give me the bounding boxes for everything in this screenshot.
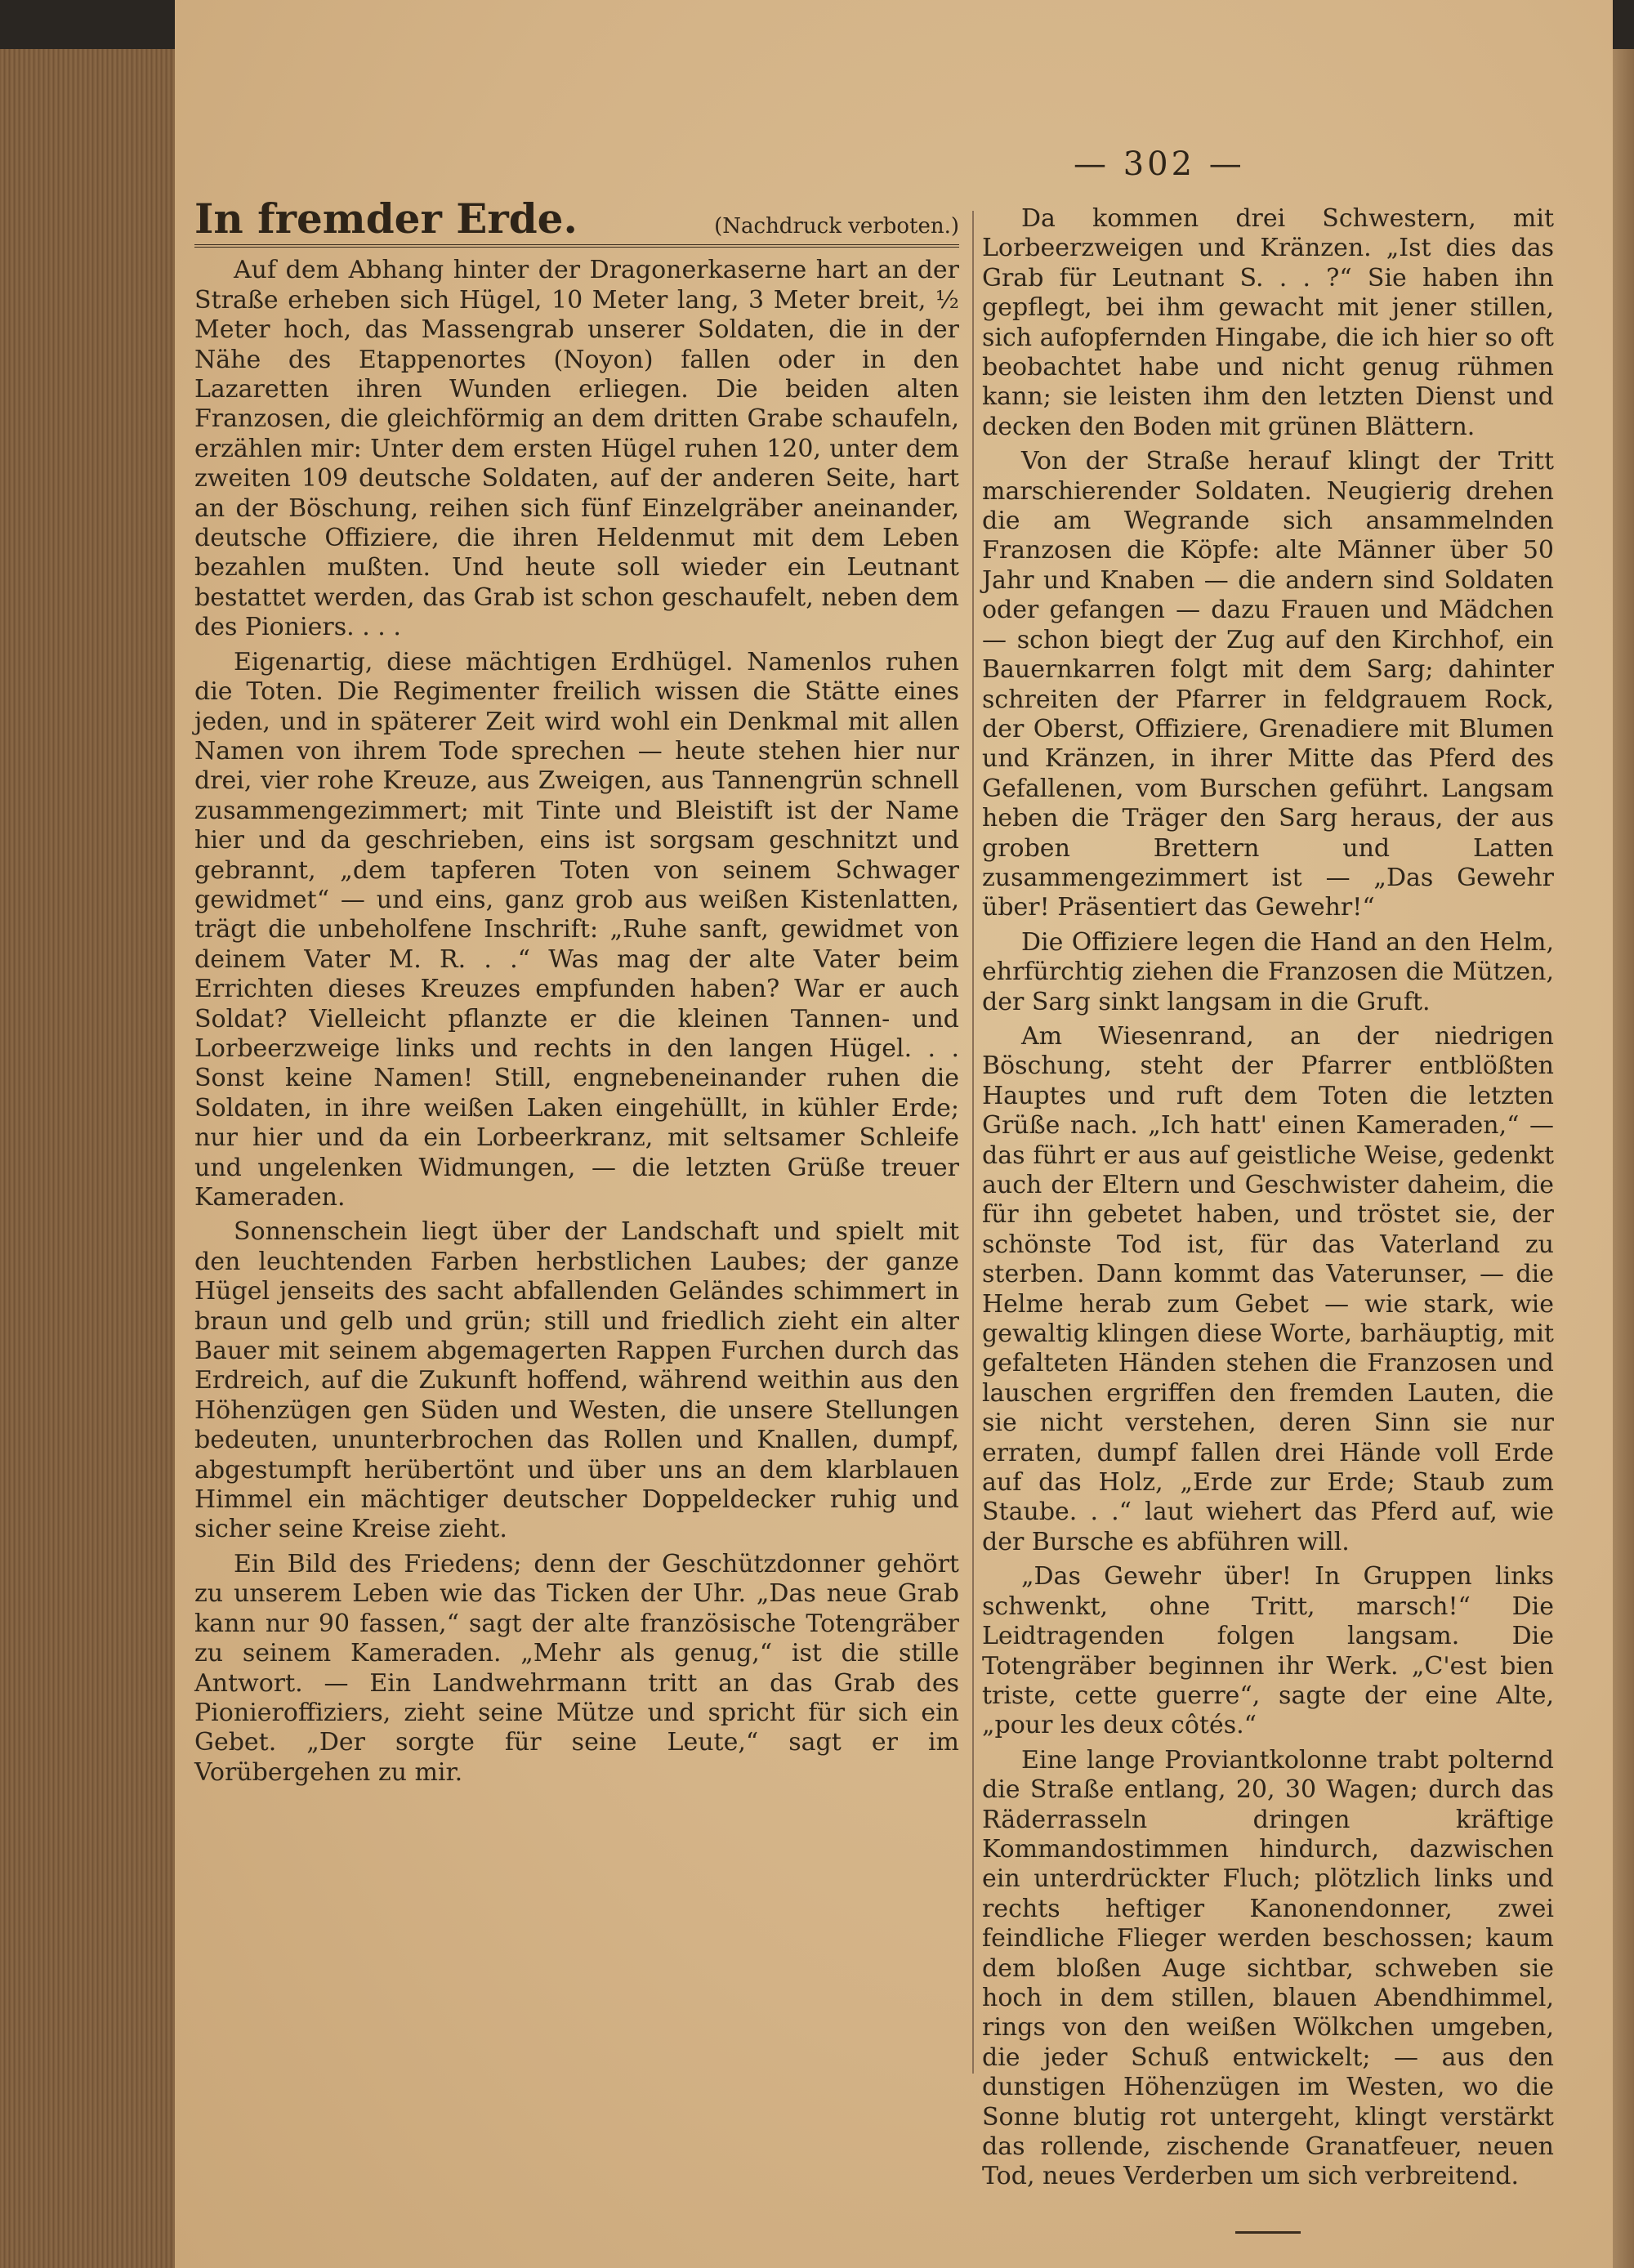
book-page-edges — [0, 49, 181, 2268]
paragraph: Von der Straße herauf klingt der Tritt marschierender Soldaten. Neugierig drehen die am Wegrande sich ansammelnden Franzosen die Köpfe: alte Männer über 50 Jahr und Knaben — die andern sind Soldaten oder gefangen — dazu Frauen und Mädchen — schon biegt der Zug auf den Kirchhof, ein Bauernkarren folgt mit dem Sarg; dahinter schreiten der Pfarrer in feldgrauem Rock, der Oberst, Offiziere, Grenadiere mit Blumen und Kränzen, in ihrer Mitte das Pferd des Gefallenen, vom Burschen geführt. Langsam heben die Träger den Sarg heraus, der aus groben Brettern und Latten zusammengezimmert ist — „Das Gewehr über! Präsentiert das Gewehr!“ — [982, 447, 1554, 922]
paragraph: Sonnenschein liegt über der Landschaft und spielt mit den leuchtenden Farben herbstlichen Laubes; der ganze Hügel jenseits des sacht abfallenden Geländes schimmert in braun und gelb und grün; still und friedlich zieht ein alter Bauer mit seinem abgemagerten Rappen Furchen durch das Erdreich, auf die Zukunft hoffend, während weithin aus den Höhenzügen gen Süden und Westen, die unsere Stellungen bedeuten, ununterbrochen das Rollen und Knallen, dumpf, abgestumpft herübertönt und über uns an dem klarblauen Himmel ein mächtiger deutscher Doppeldecker ruhig und sicher seine Kreise zieht. — [194, 1217, 959, 1544]
left-column — [194, 194, 959, 1788]
paragraph: Auf dem Abhang hinter der Dragonerkaserne hart an der Straße erheben sich Hügel, 10 Meter lang, 3 Meter breit, ½ Meter hoch, das Massengrab unserer Soldaten, die in der Nähe des Etappenortes (Noyon) fallen oder in den Lazaretten ihren Wunden erliegen. Die beiden alten Franzosen, die gleichförmig an dem dritten Grabe schaufeln, erzählen mir: Unter dem ersten Hügel ruhen 120, unter dem zweiten 109 deutsche Soldaten, auf der anderen Seite, hart an der Böschung, reihen sich fünf Einzelgräber aneinander, deutsche Offiziere, die ihren Heldenmut mit dem Leben bezahlen mußten. Und heute soll wieder ein Leutnant bestattet werden, das Grab ist schon geschaufelt, neben dem des Pioniers. . . . — [194, 256, 959, 642]
page-number: — 302 — — [1074, 145, 1245, 183]
end-rule — [1235, 2231, 1301, 2234]
column-divider — [972, 211, 974, 2074]
paragraph: Eigenartig, diese mächtigen Erdhügel. Namenlos ruhen die Toten. Die Regimenter freilich wissen die Stätte eines jeden, und in späterer Zeit wird wohl ein Denkmal mit allen Namen von ihrem Tode sprechen — heute stehen hier nur drei, vier rohe Kreuze, aus Zweigen, aus Tannengrün schnell zusammengezimmert; mit Tinte und Bleistift ist der Name hier und da geschrieben, eins ist sorgsam geschnitzt und gebrannt, „dem tapferen Toten von seinem Schwager gewidmet“ — und eins, ganz grob aus weißen Kistenlatten, trägt die unbeholfene Inschrift: „Ruhe sanft, gewidmet von deinem Vater M. R. . .“ Was mag der alte Vater beim Errichten dieses Kreuzes empfunden haben? War er auch Soldat? Vielleicht pflanzte er die kleinen Tannen- und Lorbeerzweige links und rechts in den langen Hügel. . . Sonst keine Namen! Still, engnebeneinander ruhen die Soldaten, in ihre weißen Laken eingehüllt, in kühler Erde; nur hier und da ein Lorbeerkranz, mit seltsamer Schleife und ungelenken Widmungen, — die letzten Grüße treuer Kameraden. — [194, 647, 959, 1212]
right-column — [982, 204, 1554, 2234]
paragraph: Da kommen drei Schwestern, mit Lorbeerzweigen und Kränzen. „Ist dies das Grab für Leutnant S. . . ?“ Sie haben ihn gepflegt, bei ihm gewacht mit jener stillen, sich aufopfernden Hingabe, die ich hier so oft beobachtet habe und nicht genug rühmen kann; sie leisten ihm den letzten Dienst und decken den Boden mit grünen Blättern. — [982, 204, 1554, 441]
article-header — [194, 194, 959, 248]
paragraph: Ein Bild des Friedens; denn der Geschützdonner gehört zu unserem Leben wie das Ticken der Uhr. „Das neue Grab kann nur 90 fassen,“ sagt der alte französische Totengräber zu seinem Kameraden. „Mehr als genug,“ ist die stille Antwort. — Ein Landwehrmann tritt an das Grab des Pionieroffiziers, zieht seine Mütze und spricht für sich ein Gebet. „Der sorgte für seine Leute,“ sagt er im Vorübergehen zu mir. — [194, 1549, 959, 1787]
paragraph: Die Offiziere legen die Hand an den Helm, ehrfürchtig ziehen die Franzosen die Mützen, der Sarg sinkt langsam in die Gruft. — [982, 927, 1554, 1016]
paragraph: Eine lange Proviantkolonne trabt polternd die Straße entlang, 20, 30 Wagen; durch das Räderrasseln dringen kräftige Kommandostimmen hindurch, dazwischen ein unterdrückter Fluch; plötzlich links und rechts heftiger Kanonendonner, zwei feindliche Flieger werden beschossen; kaum dem bloßen Auge sichtbar, schweben sie hoch in dem stillen, blauen Abendhimmel, rings von den weißen Wölkchen umgeben, die jeder Schuß entwickelt; — aus den dunstigen Höhenzügen im Westen, wo die Sonne blutig rot untergeht, klingt verstärkt das rollende, zischende Granatfeuer, neuen Tod, neues Verderben um sich verbreitend. — [982, 1745, 1554, 2191]
paragraph: „Das Gewehr über! In Gruppen links schwenkt, ohne Tritt, marsch!“ Die Leidtragenden folgen langsam. Die Totengräber beginnen ihr Werk. „C'est bien triste, cette guerre“, sagte der eine Alte, „pour les deux côtés.“ — [982, 1562, 1554, 1740]
article-title: In fremder Erde. — [194, 194, 578, 243]
paragraph: Am Wiesenrand, an der niedrigen Böschung, steht der Pfarrer entblößten Hauptes und ruft dem Toten die letzten Grüße nach. „Ich hatt' einen Kameraden,“ — das führt er aus auf geistliche Weise, gedenkt auch der Eltern und Geschwister daheim, die für ihn gebetet haben, und tröstet sie, der schönste Tod ist, für das Vaterland zu sterben. Dann kommt das Vaterunser, — die Helme herab zum Gebet — wie stark, wie gewaltig klingen diese Worte, barhäuptig, mit gefalteten Händen stehen die Franzosen und lauschen ergriffen den fremden Lauten, die sie nicht verstehen, deren Sinn sie nur erraten, dumpf fallen drei Hände voll Erde auf das Holz, „Erde zur Erde; Staub zum Staube. . .“ laut wiehert das Pferd auf, wie der Bursche es abführen will. — [982, 1021, 1554, 1556]
book-page — [175, 0, 1613, 2268]
copyright-notice: (Nachdruck verboten.) — [714, 214, 959, 239]
